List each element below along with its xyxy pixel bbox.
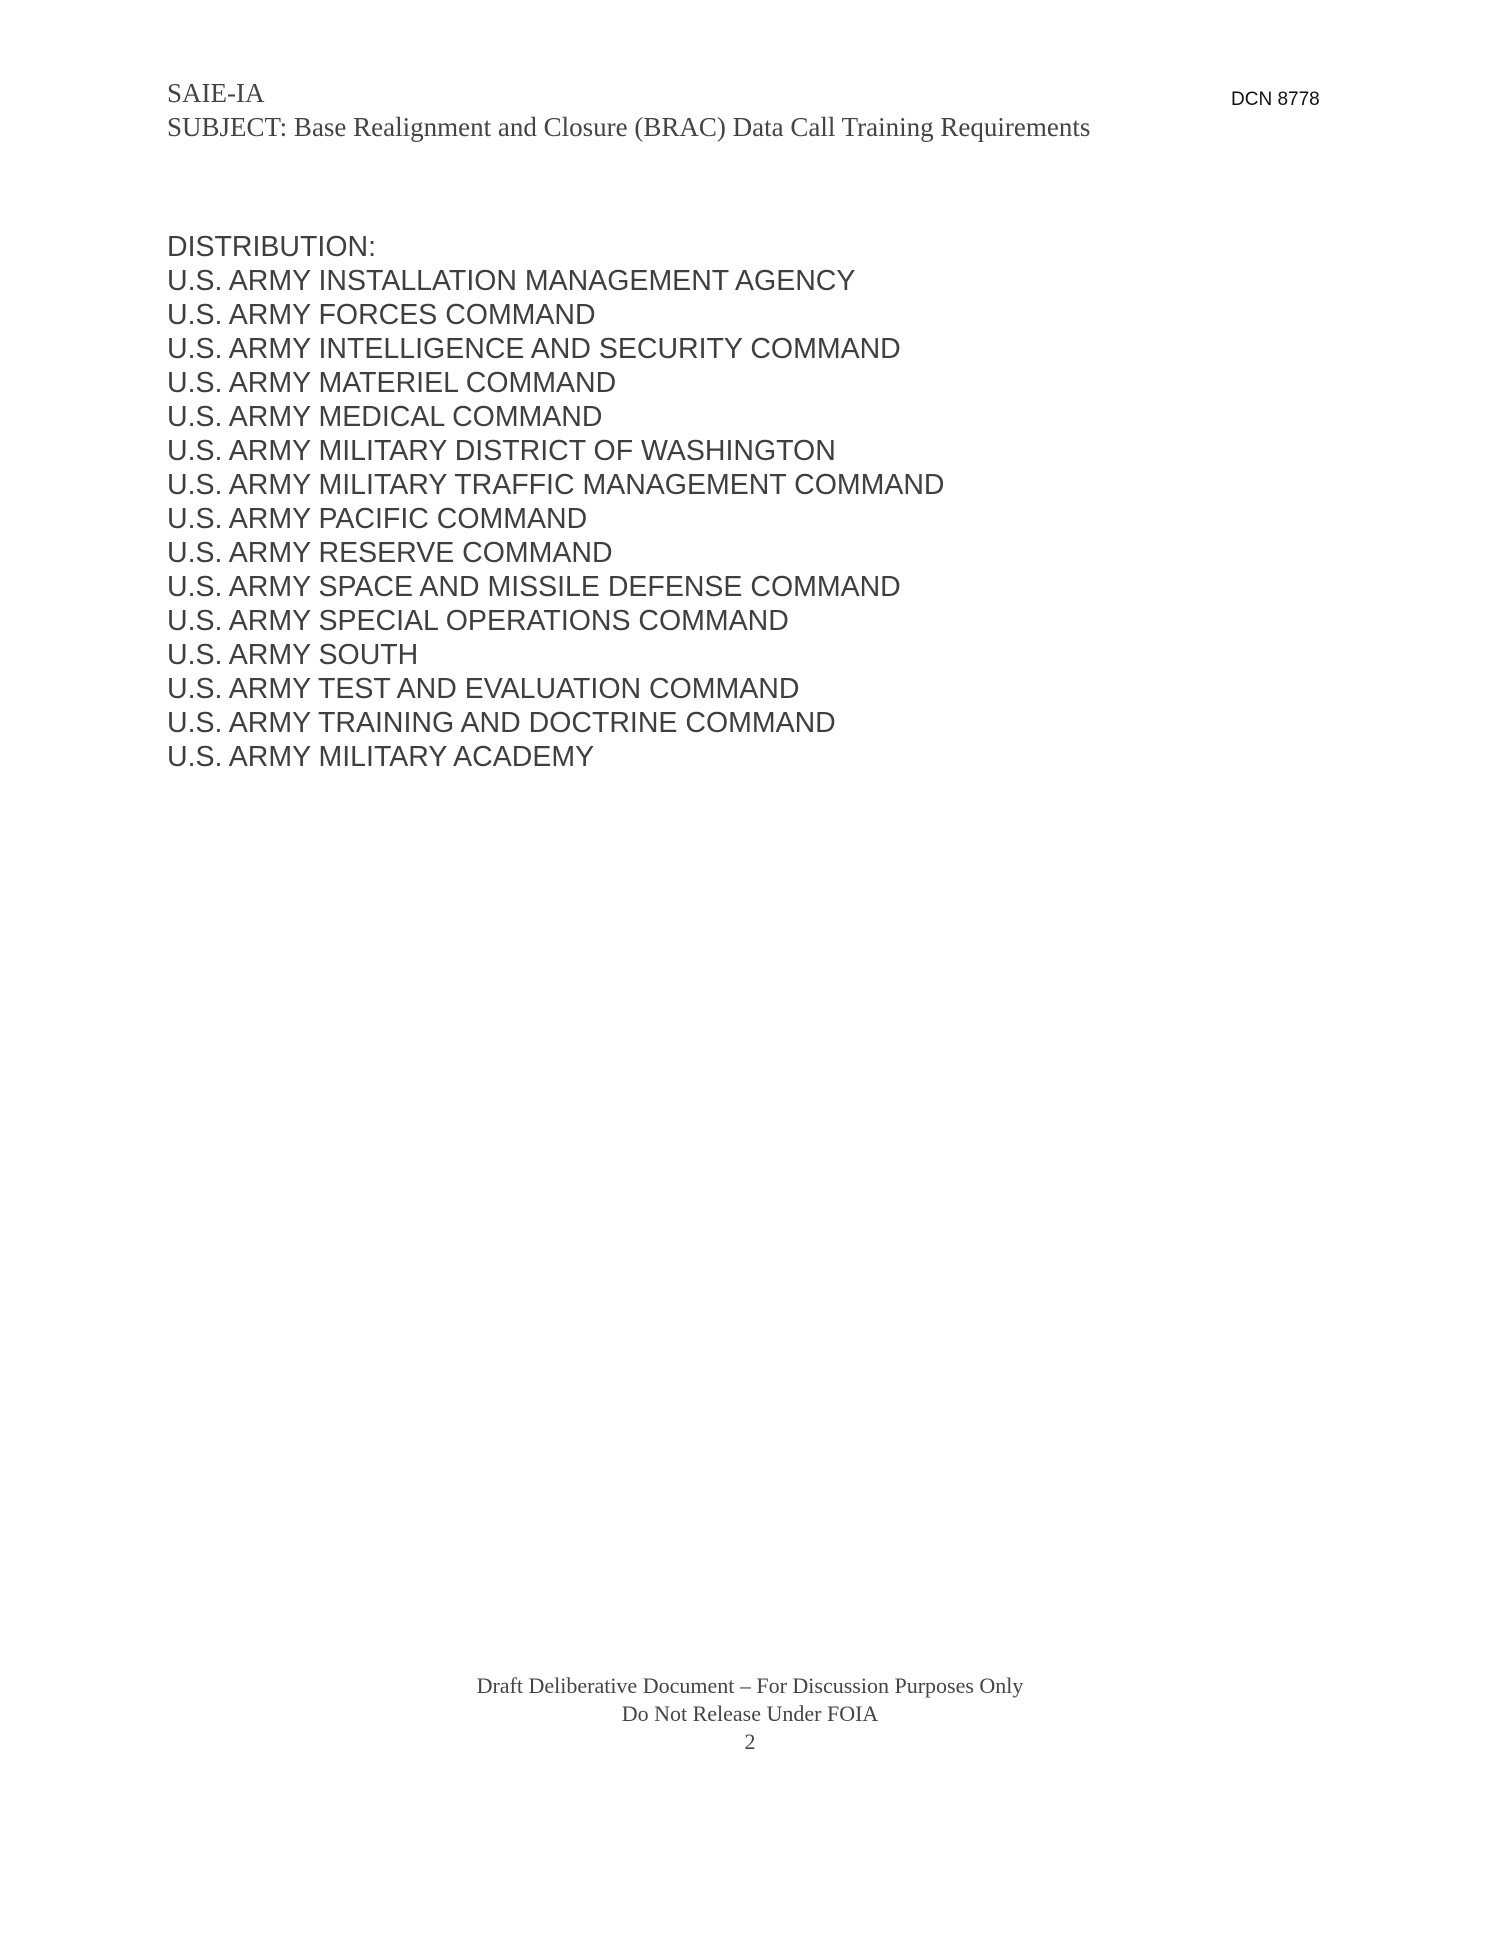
memo-header [167, 76, 1217, 144]
page-footer [400, 1672, 1100, 1756]
distribution-item: U.S. ARMY INSTALLATION MANAGEMENT AGENCY [167, 265, 856, 297]
distribution-item: U.S. ARMY MILITARY ACADEMY [167, 741, 595, 773]
distribution-item: U.S. ARMY TRAINING AND DOCTRINE COMMAND [167, 707, 836, 739]
office-symbol: SAIE-IA [167, 78, 265, 108]
footer-caveat: Draft Deliberative Document – For Discussion Purposes Only [476, 1673, 1024, 1698]
distribution-item: U.S. ARMY INTELLIGENCE AND SECURITY COMMAND [167, 333, 901, 365]
distribution-item: U.S. ARMY SPECIAL OPERATIONS COMMAND [167, 605, 789, 637]
distribution-item: U.S. ARMY TEST AND EVALUATION COMMAND [167, 673, 800, 705]
distribution-list [167, 230, 1067, 774]
page-number: 2 [744, 1729, 756, 1754]
footer-foia-notice: Do Not Release Under FOIA [621, 1701, 879, 1726]
dcn-number: DCN 8778 [1231, 89, 1320, 110]
distribution-item: U.S. ARMY MEDICAL COMMAND [167, 401, 603, 433]
distribution-item: U.S. ARMY MATERIEL COMMAND [167, 367, 617, 399]
distribution-item: U.S. ARMY SOUTH [167, 639, 419, 671]
subject-line: SUBJECT: Base Realignment and Closure (BRAC) Data Call Training Requirements [167, 112, 1091, 142]
distribution-item: U.S. ARMY RESERVE COMMAND [167, 537, 613, 569]
distribution-item: U.S. ARMY MILITARY DISTRICT OF WASHINGTON [167, 435, 836, 467]
distribution-item: U.S. ARMY FORCES COMMAND [167, 299, 596, 331]
distribution-title: DISTRIBUTION: [167, 231, 377, 263]
distribution-item: U.S. ARMY PACIFIC COMMAND [167, 503, 588, 535]
distribution-item: U.S. ARMY SPACE AND MISSILE DEFENSE COMMAND [167, 571, 901, 603]
distribution-item: U.S. ARMY MILITARY TRAFFIC MANAGEMENT COMMAND [167, 469, 945, 501]
